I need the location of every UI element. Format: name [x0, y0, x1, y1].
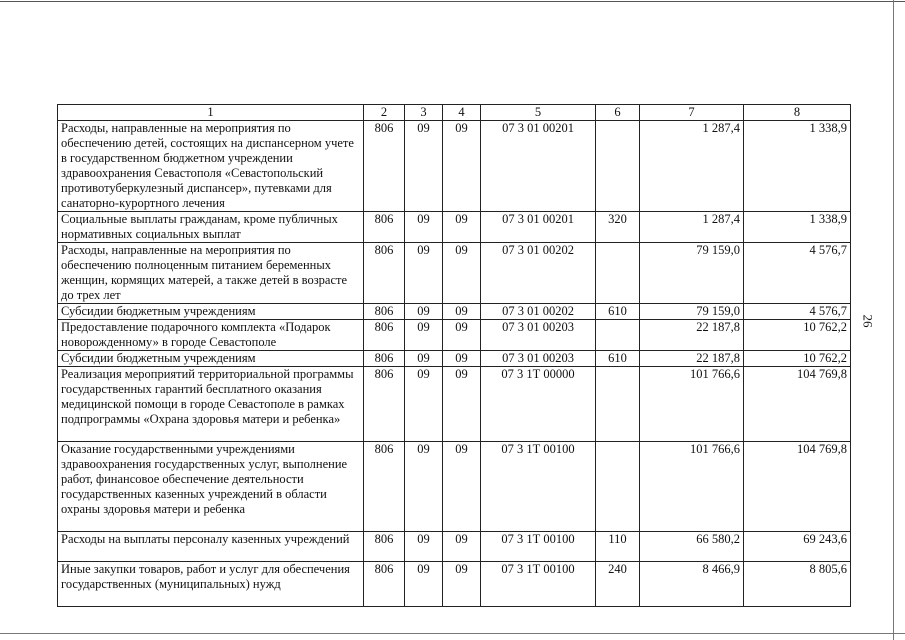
cell-section: 09: [405, 532, 443, 562]
page-number: 26: [860, 314, 876, 328]
row-description: Расходы на выплаты персоналу казенных учреждений: [58, 532, 364, 562]
cell-amount-col7: 101 766,6: [640, 367, 744, 442]
cell-amount-col8: 4 576,7: [744, 304, 851, 320]
column-header: 2: [364, 105, 405, 121]
cell-amount-col8: 1 338,9: [744, 212, 851, 243]
row-description: Расходы, направленные на мероприятия по обеспечению детей, состоящих на диспансерном учете в государственном бюджетном учреждении здравоохранения Севастополя «Севастопольский противотуберкулезный диспансер», путевками для санаторно-курортного лечения: [58, 121, 364, 212]
scan-edge-bottom: [0, 633, 905, 634]
cell-subsection: 09: [443, 304, 481, 320]
column-header: 6: [596, 105, 640, 121]
row-description: Субсидии бюджетным учреждениям: [58, 304, 364, 320]
cell-gov-code: 806: [364, 442, 405, 532]
column-header: 3: [405, 105, 443, 121]
table-row: [58, 212, 851, 243]
cell-amount-col8: 1 338,9: [744, 121, 851, 212]
row-description: Реализация мероприятий территориальной программы государственных гарантий бесплатного оказания медицинской помощи в городе Севастополе в рамках подпрограммы «Охрана здоровья матери и ребенка»: [58, 367, 364, 442]
table-header-row: [58, 105, 851, 121]
cell-amount-col8: 104 769,8: [744, 367, 851, 442]
row-description: Социальные выплаты гражданам, кроме публичных нормативных социальных выплат: [58, 212, 364, 243]
cell-target-article: 07 3 01 00201: [481, 121, 596, 212]
table-row: [58, 320, 851, 351]
cell-expense-type: [596, 367, 640, 442]
column-header: 8: [744, 105, 851, 121]
cell-amount-col8: 4 576,7: [744, 243, 851, 304]
row-description: Субсидии бюджетным учреждениям: [58, 351, 364, 367]
cell-section: 09: [405, 304, 443, 320]
column-header: 4: [443, 105, 481, 121]
cell-amount-col8: 104 769,8: [744, 442, 851, 532]
cell-gov-code: 806: [364, 212, 405, 243]
cell-section: 09: [405, 442, 443, 532]
cell-target-article: 07 3 1Т 00100: [481, 562, 596, 607]
cell-amount-col7: 8 466,9: [640, 562, 744, 607]
cell-amount-col7: 79 159,0: [640, 304, 744, 320]
cell-subsection: 09: [443, 367, 481, 442]
cell-gov-code: 806: [364, 121, 405, 212]
table-row: [58, 351, 851, 367]
cell-target-article: 07 3 01 00201: [481, 212, 596, 243]
cell-amount-col8: 69 243,6: [744, 532, 851, 562]
column-header: 5: [481, 105, 596, 121]
column-header: 1: [58, 105, 364, 121]
cell-amount-col8: 10 762,2: [744, 320, 851, 351]
cell-amount-col7: 22 187,8: [640, 351, 744, 367]
cell-amount-col8: 8 805,6: [744, 562, 851, 607]
cell-target-article: 07 3 01 00203: [481, 351, 596, 367]
table-row: [58, 532, 851, 562]
cell-section: 09: [405, 121, 443, 212]
cell-expense-type: 610: [596, 304, 640, 320]
table-row: [58, 304, 851, 320]
cell-amount-col7: 22 187,8: [640, 320, 744, 351]
table-row: [58, 442, 851, 532]
cell-amount-col8: 10 762,2: [744, 351, 851, 367]
cell-amount-col7: 1 287,4: [640, 121, 744, 212]
cell-gov-code: 806: [364, 304, 405, 320]
cell-target-article: 07 3 01 00202: [481, 304, 596, 320]
table-row: [58, 243, 851, 304]
cell-subsection: 09: [443, 320, 481, 351]
scan-edge-right: [893, 0, 894, 640]
cell-gov-code: 806: [364, 320, 405, 351]
cell-amount-col7: 1 287,4: [640, 212, 744, 243]
cell-expense-type: [596, 320, 640, 351]
cell-section: 09: [405, 351, 443, 367]
cell-expense-type: [596, 442, 640, 532]
row-description: Предоставление подарочного комплекта «Подарок новорожденному» в городе Севастополе: [58, 320, 364, 351]
cell-target-article: 07 3 01 00203: [481, 320, 596, 351]
cell-expense-type: [596, 121, 640, 212]
cell-subsection: 09: [443, 562, 481, 607]
cell-gov-code: 806: [364, 562, 405, 607]
cell-expense-type: 110: [596, 532, 640, 562]
cell-expense-type: 320: [596, 212, 640, 243]
row-description: Расходы, направленные на мероприятия по обеспечению полноценным питанием беременных женщин, кормящих матерей, а также детей в возрасте до трех лет: [58, 243, 364, 304]
column-header: 7: [640, 105, 744, 121]
cell-expense-type: 610: [596, 351, 640, 367]
cell-subsection: 09: [443, 243, 481, 304]
cell-subsection: 09: [443, 212, 481, 243]
row-description: Оказание государственными учреждениями здравоохранения государственных услуг, выполнение работ, финансовое обеспечение деятельности государственных казенных учреждений в области охраны здоровья матери и ребенка: [58, 442, 364, 532]
cell-gov-code: 806: [364, 367, 405, 442]
cell-target-article: 07 3 1Т 00100: [481, 442, 596, 532]
cell-amount-col7: 66 580,2: [640, 532, 744, 562]
cell-amount-col7: 101 766,6: [640, 442, 744, 532]
cell-gov-code: 806: [364, 532, 405, 562]
cell-section: 09: [405, 367, 443, 442]
cell-expense-type: 240: [596, 562, 640, 607]
scan-edge-top: [0, 1, 905, 2]
cell-target-article: 07 3 1Т 00100: [481, 532, 596, 562]
cell-amount-col7: 79 159,0: [640, 243, 744, 304]
table-row: [58, 367, 851, 442]
cell-section: 09: [405, 243, 443, 304]
cell-subsection: 09: [443, 532, 481, 562]
table-row: [58, 562, 851, 607]
cell-gov-code: 806: [364, 351, 405, 367]
cell-subsection: 09: [443, 351, 481, 367]
cell-section: 09: [405, 320, 443, 351]
cell-target-article: 07 3 01 00202: [481, 243, 596, 304]
cell-gov-code: 806: [364, 243, 405, 304]
budget-table: [57, 104, 851, 607]
cell-target-article: 07 3 1Т 00000: [481, 367, 596, 442]
row-description: Иные закупки товаров, работ и услуг для обеспечения государственных (муниципальных) нужд: [58, 562, 364, 607]
cell-section: 09: [405, 562, 443, 607]
cell-subsection: 09: [443, 442, 481, 532]
cell-expense-type: [596, 243, 640, 304]
cell-subsection: 09: [443, 121, 481, 212]
cell-section: 09: [405, 212, 443, 243]
table-row: [58, 121, 851, 212]
